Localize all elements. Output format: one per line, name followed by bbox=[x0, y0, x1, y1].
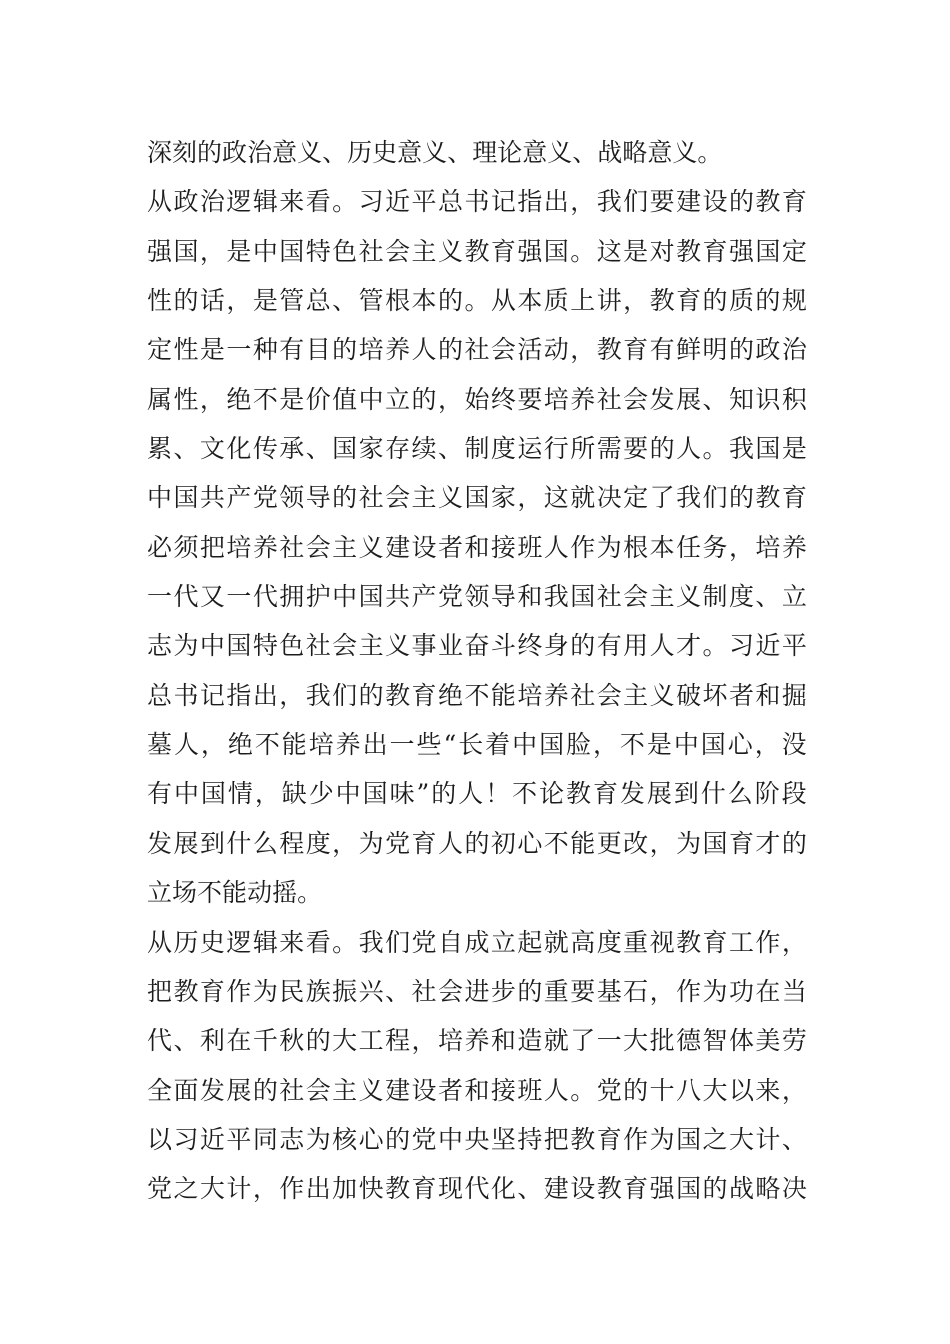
text-line: 志 为 中 国 特 色 社 会 主 义 事 业 奋 斗 终 身 的 有 用 人 才 。 习 近 平 bbox=[147, 631, 807, 661]
text-line: 定 性 是 一 种 有 目 的 培 养 人 的 社 会 活 动 ， 教 育 有 鲜 明 的 政 治 bbox=[147, 335, 807, 365]
text-line: 属 性 ， 绝 不 是 价 值 中 立 的 ， 始 终 要 培 养 社 会 发 展 、 知 识 积 bbox=[147, 384, 807, 414]
text-line: 总 书 记 指 出 ， 我 们 的 教 育 绝 不 能 培 养 社 会 主 义 破 坏 者 和 掘 bbox=[147, 680, 807, 710]
text-line: 全 面 发 展 的 社 会 主 义 建 设 者 和 接 班 人 。 党 的 十 八 大 以 来 ， bbox=[147, 1075, 807, 1105]
text-line: 累 、 文 化 传 承 、 国 家 存 续 、 制 度 运 行 所 需 要 的 人 。 我 国 是 bbox=[147, 434, 807, 464]
body-text bbox=[147, 128, 807, 1214]
text-line: 党 之 大 计 ， 作 出 加 快 教 育 现 代 化 、 建 设 教 育 强 国 的 战 略 决 bbox=[147, 1174, 807, 1204]
text-line: 以 习 近 平 同 志 为 核 心 的 党 中 央 坚 持 把 教 育 作 为 国 之 大 计 、 bbox=[147, 1124, 807, 1154]
text-line: 墓 人 ， 绝 不 能 培 养 出 一 些 “ 长 着 中 国 脸 ， 不 是 中 国 心 ， 没 bbox=[147, 730, 807, 760]
text-line: 一 代 又 一 代 拥 护 中 国 共 产 党 领 导 和 我 国 社 会 主 义 制 度 、 立 bbox=[147, 582, 807, 612]
text-line: 中 国 共 产 党 领 导 的 社 会 主 义 国 家 ， 这 就 决 定 了 我 们 的 教 育 bbox=[147, 483, 807, 513]
text-line: 把 教 育 作 为 民 族 振 兴 、 社 会 进 步 的 重 要 基 石 ， 作 为 功 在 当 bbox=[147, 976, 807, 1006]
text-line: 深 刻 的 政 治 意 义 、 历 史 意 义 、 理 论 意 义 、 战 略 意 义 。 bbox=[147, 138, 723, 167]
text-line: 性 的 话 ， 是 管 总 、 管 根 本 的 。 从 本 质 上 讲 ， 教 育 的 质 的 规 bbox=[147, 286, 807, 316]
text-line: 发 展 到 什 么 程 度 ， 为 党 育 人 的 初 心 不 能 更 改 ， 为 国 育 才 的 bbox=[147, 828, 807, 858]
text-line: 有 中 国 情 ， 缺 少 中 国 味 ” 的 人 ！ 不 论 教 育 发 展 到 什 么 阶 段 bbox=[147, 779, 807, 809]
text-line: 从 政 治 逻 辑 来 看 。 习 近 平 总 书 记 指 出 ， 我 们 要 建 设 的 教 育 bbox=[147, 187, 807, 217]
text-line: 代 、 利 在 千 秋 的 大 工 程 ， 培 养 和 造 就 了 一 大 批 德 智 体 美 劳 bbox=[147, 1026, 807, 1056]
text-line: 立 场 不 能 动 摇 。 bbox=[147, 878, 323, 908]
text-line: 强 国 ， 是 中 国 特 色 社 会 主 义 教 育 强 国 。 这 是 对 教 育 强 国 定 bbox=[147, 236, 807, 266]
text-line: 必 须 把 培 养 社 会 主 义 建 设 者 和 接 班 人 作 为 根 本 任 务 ， 培 养 bbox=[147, 532, 807, 562]
text-line: 从 历 史 逻 辑 来 看 。 我 们 党 自 成 立 起 就 高 度 重 视 教 育 工 作 ， bbox=[147, 927, 807, 957]
